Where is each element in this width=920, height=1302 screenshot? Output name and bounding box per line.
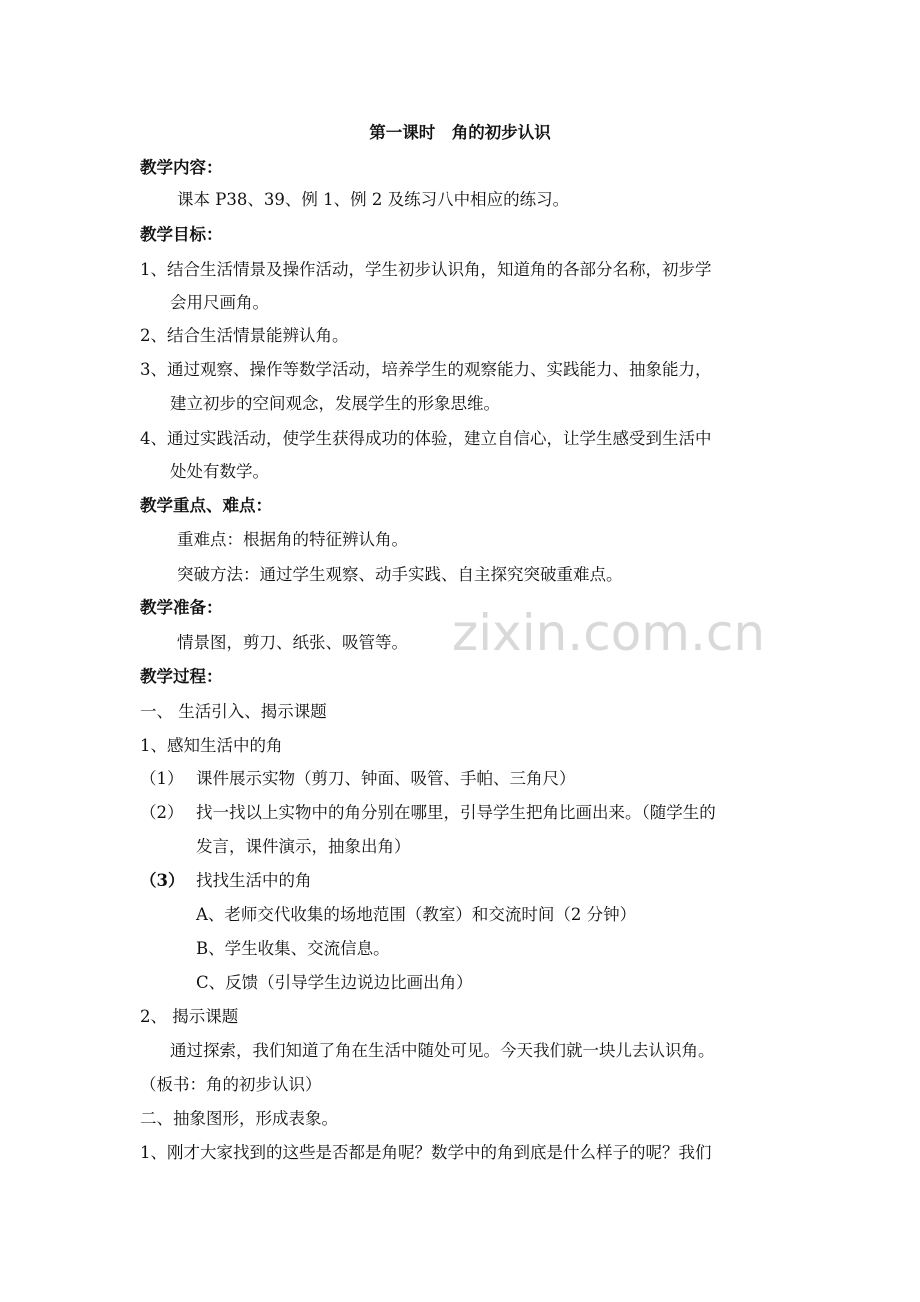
goal-4-cont: 处处有数学。 <box>170 462 269 481</box>
section-1-heading: 一、 生活引入、揭示课题 <box>140 702 327 721</box>
goal-1: 1、结合生活情景及操作活动，学生初步认识角，知道角的各部分名称，初步学 <box>140 260 712 279</box>
section-1-1: 1、感知生活中的角 <box>140 736 283 755</box>
goals-heading: 教学目标： <box>140 225 223 244</box>
section-2-heading: 二、抽象图形，形成表象。 <box>140 1109 338 1128</box>
lesson-title: 第一课时 角的初步认识 <box>369 123 551 142</box>
goal-2: 2、结合生活情景能辨认角。 <box>140 326 349 345</box>
item-2-cont: 发言，课件演示，抽象出角） <box>196 837 411 856</box>
goal-4: 4、通过实践活动，使学生获得成功的体验，建立自信心，让学生感受到生活中 <box>140 429 712 448</box>
content-heading: 教学内容： <box>140 158 223 177</box>
section-1-2-board: （板书：角的初步认识） <box>140 1075 322 1094</box>
item-3-c: C、反馈（引导学生边说边比画出角） <box>196 973 473 992</box>
item-3-b: B、学生收集、交流信息。 <box>196 939 390 958</box>
item-3-label: （3） <box>140 871 185 890</box>
item-1-text: 课件展示实物（剪刀、钟面、吸管、手帕、三角尺） <box>196 769 576 788</box>
item-3-a: A、老师交代收集的场地范围（教室）和交流时间（2 分钟） <box>196 905 637 924</box>
content-text: 课本 P38、39、例 1、例 2 及练习八中相应的练习。 <box>177 190 570 209</box>
prep-heading: 教学准备： <box>140 598 223 617</box>
breakthrough: 突破方法：通过学生观察、动手实践、自主探究突破重难点。 <box>177 565 623 584</box>
item-3-text: 找找生活中的角 <box>196 871 312 890</box>
item-1-label: （1） <box>140 769 184 788</box>
section-2-1: 1、刚才大家找到的这些是否都是角呢？数学中的角到底是什么样子的呢？我们 <box>140 1143 712 1162</box>
key-heading: 教学重点、难点： <box>140 496 272 515</box>
process-heading: 教学过程： <box>140 667 223 686</box>
watermark: zixin.com.cn <box>452 604 766 662</box>
goal-3-cont: 建立初步的空间观念，发展学生的形象思维。 <box>170 394 500 413</box>
section-1-2-text: 通过探索，我们知道了角在生活中随处可见。今天我们就一块儿去认识角。 <box>170 1041 715 1060</box>
section-1-2: 2、 揭示课题 <box>140 1007 239 1026</box>
key-point: 重难点：根据角的特征辨认角。 <box>177 530 408 549</box>
prep-text: 情景图，剪刀、纸张、吸管等。 <box>177 633 408 652</box>
item-2-text: 找一找以上实物中的角分别在哪里，引导学生把角比画出来。（随学生的 <box>196 803 716 822</box>
goal-1-cont: 会用尺画角。 <box>170 293 269 312</box>
item-2-label: （2） <box>140 803 184 822</box>
goal-3: 3、通过观察、操作等数学活动，培养学生的观察能力、实践能力、抽象能力， <box>140 360 712 379</box>
